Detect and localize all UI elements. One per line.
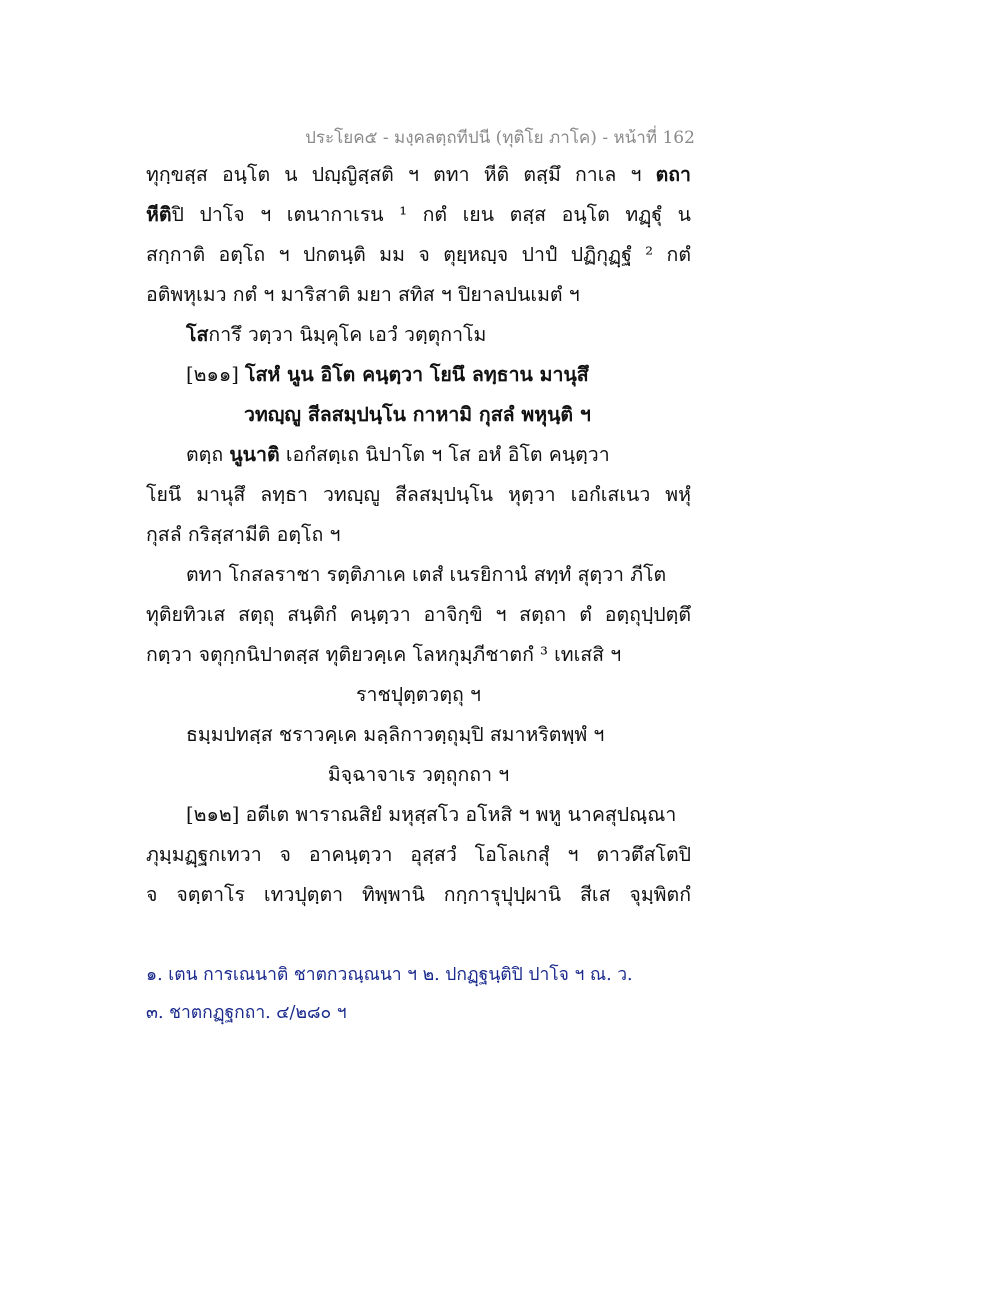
text-line	[146, 160, 691, 200]
text-line: [๒๑๒] อตีเต พาราณสิยํ มหุสฺสโว อโหสิ ฯ พหู นาคสุปณฺณา	[186, 803, 677, 826]
bold-term: ตถา	[655, 163, 691, 186]
text-span: การึ วตฺวา นิมฺคุโค เอวํ วตฺตุกาโม	[208, 323, 487, 346]
text-line: จ จตฺตาโร เทวปุตฺตา ทิพฺพานิ กกฺการุปุปฺผานิ สีเส จุมฺพิตกํ	[146, 883, 691, 906]
footnotes	[146, 960, 706, 1036]
text-line: ตทา โกสลราชา รตฺติภาเค เตสํ เนรยิกานํ สทฺทํ สุตฺวา ภีโต	[186, 563, 667, 586]
text-line	[146, 200, 691, 240]
page-header-text: ประโยค๕ - มงฺคลตฺถทีปนี (ทุติโย ภาโค) - หน้าที่ 162	[305, 128, 695, 148]
bold-term: โส	[186, 323, 209, 346]
text-line: กตฺวา จตุกฺกนิปาตสฺส ทุติยวคฺเค โลหกุมฺภีชาตกํ ³ เทเสสิ ฯ	[146, 643, 622, 666]
text-span: ปิ ปาโจ ฯ เตนากาเรน ¹ กตํ เยน ตสฺส อนฺโต ทฏฺฐุํ น	[171, 203, 691, 226]
page-header	[0, 124, 1000, 151]
section-title: มิจฺฉาจาเร วตฺถุกถา ฯ	[327, 763, 510, 786]
text-line	[146, 440, 691, 480]
text-span: ทุกฺขสฺส อนฺโต น ปญฺญิสฺสติ ฯ ตทา หีติ ตสฺมึ กาเล ฯ	[146, 163, 642, 186]
footnote-line: ๑. เตน การเณนาติ ชาตกวณฺณนา ฯ ๒. ปกฏฺฐนฺติปิ ปาโจ ฯ ณ. ว.	[146, 965, 633, 985]
verse-number: [๒๑๑]	[186, 363, 239, 386]
text-line: สกฺกาติ อตฺโถ ฯ ปกตนฺติ มม จ ตุยฺหญฺจ ปาปํ ปฏิกุฏฺฐํ ² กตํ	[146, 243, 691, 266]
verse-line-1	[146, 360, 691, 400]
text-span: เอกํสตฺเถ นิปาโต ฯ โส อหํ อิโต คนฺตฺวา	[285, 443, 610, 466]
text-line: ธมฺมปทสฺส ชราวคฺเค มลฺลิกาวตฺถุมฺปิ สมาหริตพฺพํ ฯ	[186, 723, 605, 746]
section-title: ราชปุตฺตวตฺถุ ฯ	[356, 683, 481, 706]
footnote-line: ๓. ชาตกฏฺฐกถา. ๔/๒๘๐ ฯ	[146, 1003, 347, 1023]
text-line: โยนึ มานุสึ ลทฺธา วทญฺญู สีลสมฺปนฺโน หุตฺวา เอกํเสเนว พหุํ	[146, 483, 691, 506]
text-span: ตตฺถ	[186, 443, 224, 466]
bold-term: หีติ	[146, 203, 172, 226]
verse-line-2: วทญฺญู สีลสมฺปนฺโน กาหามิ กุสลํ พหุนฺติ ฯ	[244, 403, 591, 426]
text-line: อติพหุเมว กตํ ฯ มาริสาติ มยา สทิส ฯ ปิยาลปนเมตํ ฯ	[146, 283, 580, 306]
text-line	[146, 320, 691, 360]
text-line: กุสลํ กริสฺสามีติ อตฺโถ ฯ	[146, 523, 341, 546]
bold-term: นูนาติ	[229, 443, 280, 466]
text-line: ทุติยทิวเส สตฺถุ สนฺติกํ คนฺตฺวา อาจิกฺขิ ฯ สตฺถา ตํ อตฺถุปฺปตฺตึ	[146, 603, 691, 626]
verse-text: โสหํ นูน อิโต คนฺตฺวา โยนึ ลทฺธาน มานุสึ	[245, 363, 589, 386]
main-text	[146, 160, 691, 920]
text-line: ภุมฺมฏฺฐกเทวา จ อาคนฺตฺวา อุสฺสวํ โอโลเกสุํ ฯ ตาวตึสโตปิ	[146, 843, 691, 866]
